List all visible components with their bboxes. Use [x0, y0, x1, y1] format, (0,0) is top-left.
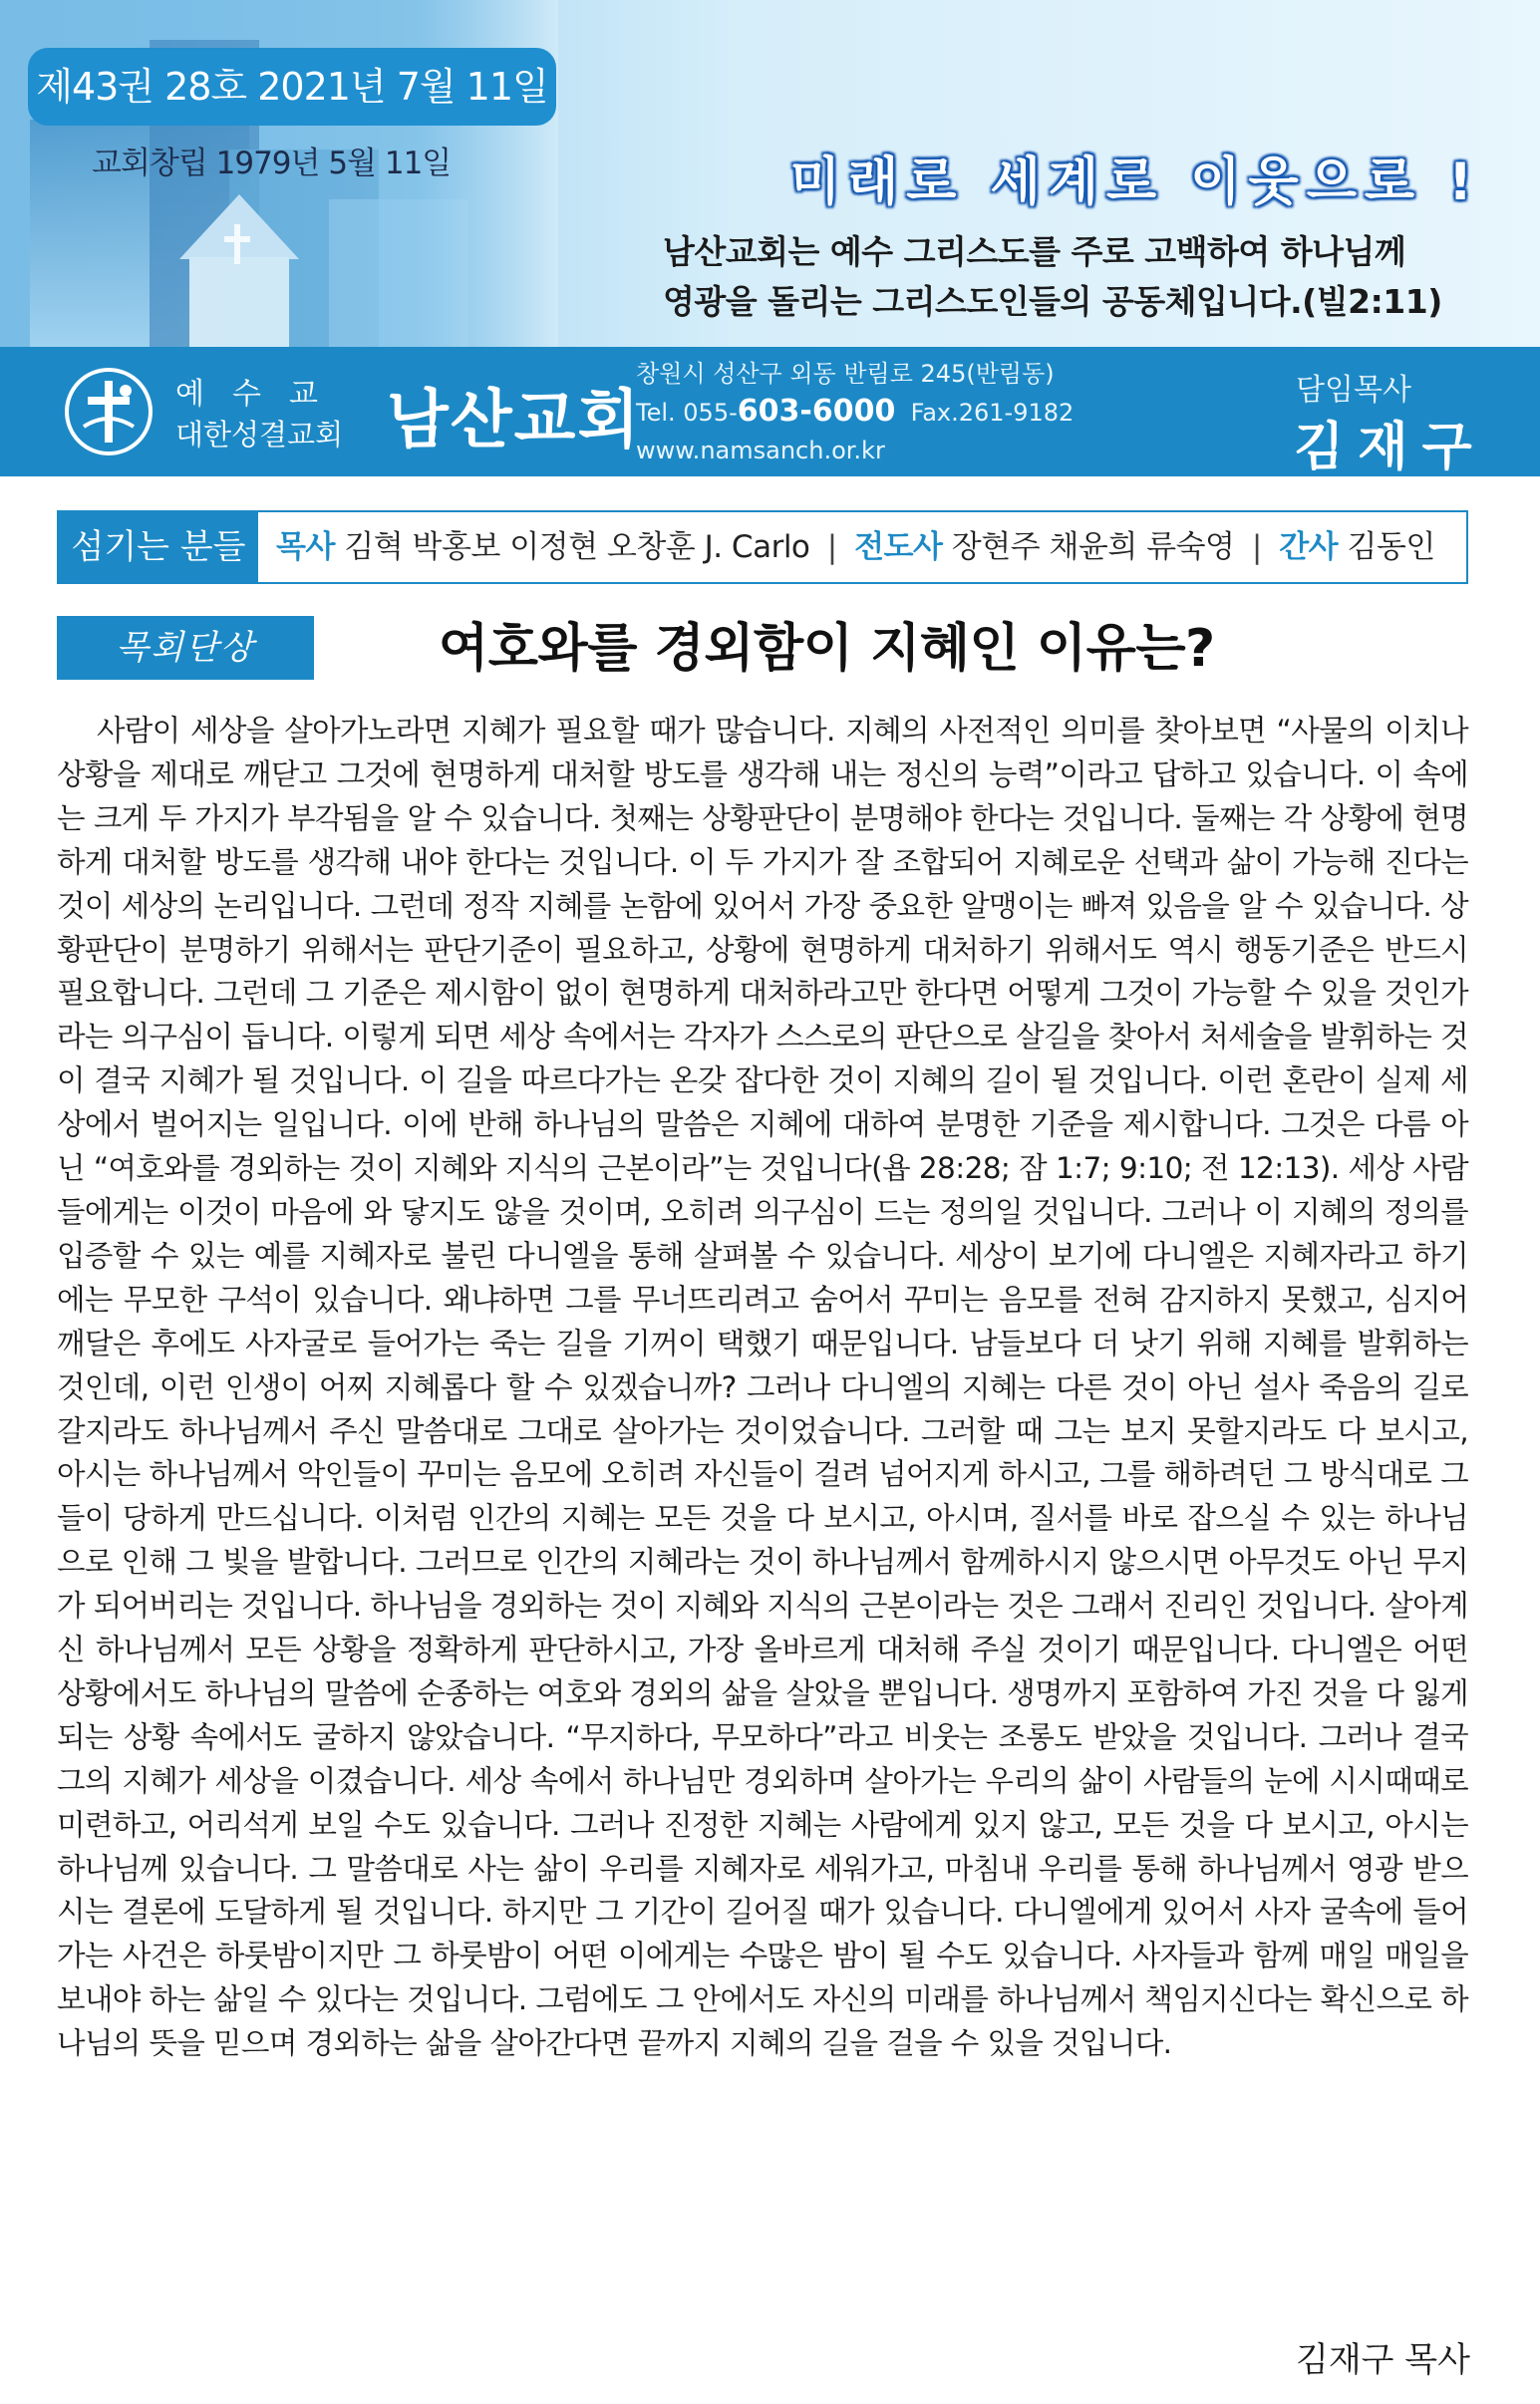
- website-link[interactable]: www.namsanch.or.kr: [636, 437, 885, 464]
- bulletin-header: [0, 0, 1540, 347]
- founded-date: 교회창립 1979년 5월 11일: [92, 146, 452, 181]
- separator: |: [826, 529, 837, 565]
- mission-statement: [663, 227, 1480, 327]
- evangelist-names: 장현주 채윤희 류숙영: [951, 529, 1235, 565]
- article-title: 여호와를 경외함이 지혜인 이유는?: [439, 619, 1215, 679]
- pastor-names: 김혁 박홍보 이정현 오창훈 J. Carlo: [344, 529, 810, 565]
- address: 창원시 성산구 외동 반림로 245(반림동): [636, 360, 1055, 388]
- role-evangelist: 전도사: [854, 529, 943, 565]
- column-tag: 목회단상: [57, 616, 314, 680]
- pastor-name: 김재구: [1294, 418, 1486, 477]
- tel-prefix: Tel. 055-: [636, 399, 738, 427]
- church-info-band: [0, 347, 1540, 476]
- denomination-logo-icon: [64, 367, 154, 456]
- role-staff: 간사: [1279, 529, 1339, 565]
- servants-row: [57, 510, 1468, 584]
- slogan: 미래로 세계로 이웃으로 !: [789, 152, 1480, 212]
- role-pastor: 목사: [276, 529, 335, 565]
- mission-line-1: 남산교회는 예수 그리스도를 주로 고백하여 하나님께: [663, 232, 1406, 271]
- pastor-role: 담임목사: [1296, 373, 1411, 408]
- staff-names: 김동인: [1347, 529, 1435, 565]
- phone-fax-line: [636, 393, 1074, 432]
- tel-number: 603-6000: [737, 394, 896, 429]
- denomination-top: 예수교: [175, 377, 346, 412]
- church-name: 남산교회: [387, 384, 642, 457]
- servants-list: [276, 512, 1435, 582]
- denomination-name: 대한성결교회: [175, 418, 344, 451]
- servants-label: 섬기는 분들: [59, 512, 258, 582]
- article-author: 김재구 목사: [1295, 2340, 1470, 2380]
- separator: |: [1251, 529, 1262, 565]
- contact-info: [636, 355, 1074, 469]
- mission-line-2: 영광을 돌리는 그리스도인들의 공동체입니다.(빌2:11): [663, 282, 1442, 321]
- issue-badge: 제43권 28호 2021년 7월 11일: [28, 48, 556, 126]
- fax-number: Fax.261-9182: [910, 399, 1075, 427]
- article-body: 사람이 세상을 살아가노라면 지혜가 필요할 때가 많습니다. 지혜의 사전적인 의미를 찾아보면 “사물의 이치나 상황을 제대로 깨닫고 그것에 현명하게 대처할 방도를 생각해 내는 정신의 능력”이라고 답하고 있습니다. 이 속에는 크게 두 가지가 부각됨을 알 수 있습니다. 첫째는 상황판단이 분명해야 한다는 것입니다. 둘째는 각 상황에 현명하게 대처할 방도를 생각해 내야 한다는 것입니다. 이 두 가지가 잘 조합되어 지혜로운 선택과 삶이 가능해 진다는 것이 세상의 논리입니다. 그런데 정작 지혜를 논함에 있어서 가장 중요한 알맹이는 빠져 있음을 알 수 있습니다. 상황판단이 분명하기 위해서는 판단기준이 필요하고, 상황에 현명하게 대처하기 위해서도 역시 행동기준은 반드시 필요합니다. 그런데 그 기준은 제시함이 없이 현명하게 대처하라고만 한다면 어떻게 그것이 가능할 수 있을 것인가라는 의구심이 듭니다. 이렇게 되면 세상 속에서는 각자가 스스로의 판단으로 살길을 찾아서 처세술을 발휘하는 것이 결국 지혜가 될 것입니다. 이 길을 따르다가는 온갖 잡다한 것이 지혜의 길이 될 것입니다. 이런 혼란이 실제 세상에서 벌어지는 일입니다. 이에 반해 하나님의 말씀은 지혜에 대하여 분명한 기준을 제시합니다. 그것은 다름 아닌 “여호와를 경외하는 것이 지혜와 지식의 근본이라”는 것입니다(욥 28:28; 잠 1:7; 9:10; 전 12:13). 세상 사람들에게는 이것이 마음에 와 닿지도 않을 것이며, 오히려 의구심이 드는 정의일 것입니다. 그러나 이 지혜의 정의를 입증할 수 있는 예를 지혜자로 불린 다니엘을 통해 살펴볼 수 있습니다. 세상이 보기에 다니엘은 지혜자라고 하기에는 무모한 구석이 있습니다. 왜냐하면 그를 무너뜨리려고 숨어서 꾸미는 음모를 전혀 감지하지 못했고, 심지어 깨달은 후에도 사자굴로 들어가는 죽는 길을 기꺼이 택했기 때문입니다. 남들보다 더 낫기 위해 지혜를 발휘하는 것인데, 이런 인생이 어찌 지혜롭다 할 수 있겠습니까? 그러나 다니엘의 지혜는 다른 것이 아닌 설사 죽음의 길로 갈지라도 하나님께서 주신 말씀대로 그대로 살아가는 것이었습니다. 그러할 때 그는 보지 못할지라도 다 보시고, 아시는 하나님께서 악인들이 꾸미는 음모에 오히려 자신들이 걸려 넘어지게 하시고, 그를 해하려던 그 방식대로 그들이 당하게 만드십니다. 이처럼 인간의 지혜는 모든 것을 다 보시고, 아시며, 질서를 바로 잡으실 수 있는 하나님으로 인해 그 빛을 발합니다. 그러므로 인간의 지혜라는 것이 하나님께서 함께하시지 않으시면 아무것도 아닌 무지가 되어버리는 것입니다. 하나님을 경외하는 것이 지혜와 지식의 근본이라는 것은 그래서 진리인 것입니다. 살아계신 하나님께서 모든 상황을 정확하게 판단하시고, 가장 올바르게 대처해 주실 것이기 때문입니다. 다니엘은 어떤 상황에서도 하나님의 말씀에 순종하는 여호와 경외의 삶을 살았을 뿐입니다. 생명까지 포함하여 가진 것을 다 잃게 되는 상황 속에서도 굴하지 않았습니다. “무지하다, 무모하다”라고 비웃는 조롱도 받았을 것입니다. 그러나 결국 그의 지혜가 세상을 이겼습니다. 세상 속에서 하나님만 경외하며 살아가는 우리의 삶이 사람들의 눈에 시시때때로 미련하고, 어리석게 보일 수도 있습니다. 그러나 진정한 지혜는 사람에게 있지 않고, 모든 것을 다 보시고, 아시는 하나님께 있습니다. 그 말씀대로 사는 삶이 우리를 지혜자로 세워가고, 마침내 우리를 통해 하나님께서 영광 받으시는 결론에 도달하게 될 것입니다. 하지만 그 기간이 길어질 때가 있습니다. 다니엘에게 있어서 사자 굴속에 들어가는 사건은 하룻밤이지만 그 하룻밤이 어떤 이에게는 수많은 밤이 될 수도 있습니다. 사자들과 함께 매일 매일을 보내야 하는 삶일 수 있다는 것입니다. 그럼에도 그 안에서도 자신의 미래를 하나님께서 책임지신다는 확신으로 하나님의 뜻을 믿으며 경외하는 삶을 살아간다면 끝까지 지혜의 길을 걸을 수 있을 것입니다.: [57, 714, 1468, 2061]
